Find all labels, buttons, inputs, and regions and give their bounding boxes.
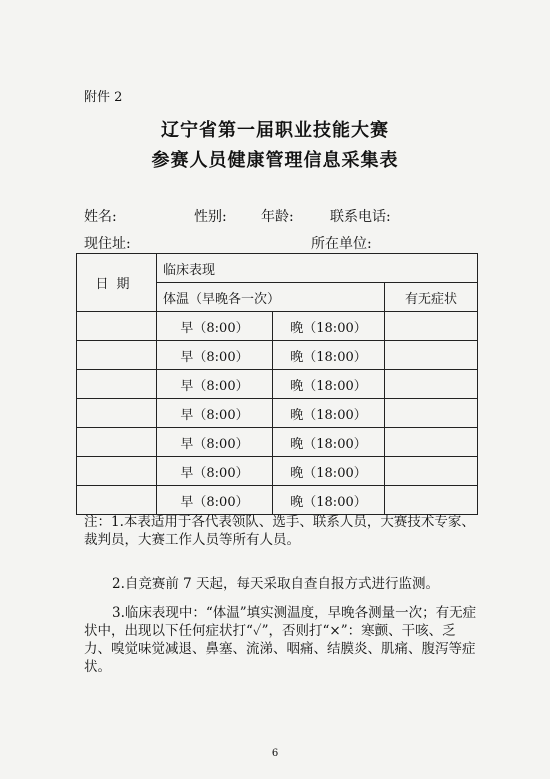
evening-temp-cell: 晚（18:00） — [273, 312, 385, 341]
page-number: 6 — [271, 748, 279, 759]
symptom-cell[interactable] — [385, 312, 478, 341]
date-cell[interactable] — [77, 486, 157, 515]
date-cell[interactable] — [77, 428, 157, 457]
symptom-header: 有无症状 — [385, 283, 478, 312]
note-1: 注：1.本表适用于各代表领队、选手、联系人员，大赛技术专家、裁判员，大赛工作人员等所有人员。 — [84, 514, 475, 548]
symptom-cell[interactable] — [385, 457, 478, 486]
attachment-label: 附件 2 — [84, 90, 123, 105]
morning-temp-cell: 早（8:00） — [157, 399, 273, 428]
date-header: 日期 — [77, 254, 157, 312]
table-row — [77, 341, 478, 370]
table-row — [77, 370, 478, 399]
symptom-cell[interactable] — [385, 486, 478, 515]
health-info-table — [76, 253, 478, 515]
evening-temp-cell: 晚（18:00） — [273, 341, 385, 370]
morning-temp-cell: 早（8:00） — [157, 428, 273, 457]
symptom-cell[interactable] — [385, 341, 478, 370]
phone-label: 联系电话: — [330, 209, 391, 225]
document-title: 辽宁省第一届职业技能大赛 — [161, 120, 389, 141]
symptom-cell[interactable] — [385, 399, 478, 428]
evening-temp-cell: 晚（18:00） — [273, 370, 385, 399]
morning-temp-cell: 早（8:00） — [157, 341, 273, 370]
note-2: 2.自竞赛前 7 天起，每天采取自查自报方式进行监测。 — [112, 576, 440, 592]
gender-label: 性别: — [194, 209, 227, 225]
evening-temp-cell: 晚（18:00） — [273, 486, 385, 515]
symptom-cell[interactable] — [385, 428, 478, 457]
evening-temp-cell: 晚（18:00） — [273, 399, 385, 428]
morning-temp-cell: 早（8:00） — [157, 312, 273, 341]
evening-temp-cell: 晚（18:00） — [273, 457, 385, 486]
date-cell[interactable] — [77, 399, 157, 428]
date-cell[interactable] — [77, 370, 157, 399]
date-cell[interactable] — [77, 312, 157, 341]
document-subtitle: 参赛人员健康管理信息采集表 — [151, 150, 399, 171]
symptom-cell[interactable] — [385, 370, 478, 399]
morning-temp-cell: 早（8:00） — [157, 370, 273, 399]
name-label: 姓名: — [84, 209, 117, 225]
date-cell[interactable] — [77, 457, 157, 486]
age-label: 年龄: — [261, 209, 294, 225]
table-row — [77, 428, 478, 457]
table-row — [77, 312, 478, 341]
morning-temp-cell: 早（8:00） — [157, 486, 273, 515]
address-label: 现住址: — [84, 236, 131, 252]
morning-temp-cell: 早（8:00） — [157, 457, 273, 486]
note-3: 3.临床表现中：“体温”填实测温度，早晚各测量一次；有无症状中，出现以下任何症状打“✓”，否则打“×”：寒颤、干咳、乏力、嗅觉味觉减退、鼻塞、流涕、咽痛、结膜炎、肌痛、腹泻等症状。 — [84, 605, 477, 675]
table-row — [77, 486, 478, 515]
unit-label: 所在单位: — [311, 236, 372, 252]
table-row — [77, 457, 478, 486]
evening-temp-cell: 晚（18:00） — [273, 428, 385, 457]
date-cell[interactable] — [77, 341, 157, 370]
clinical-header: 临床表现 — [157, 254, 478, 283]
table-row — [77, 399, 478, 428]
temperature-header: 体温（早晚各一次） — [157, 283, 385, 312]
